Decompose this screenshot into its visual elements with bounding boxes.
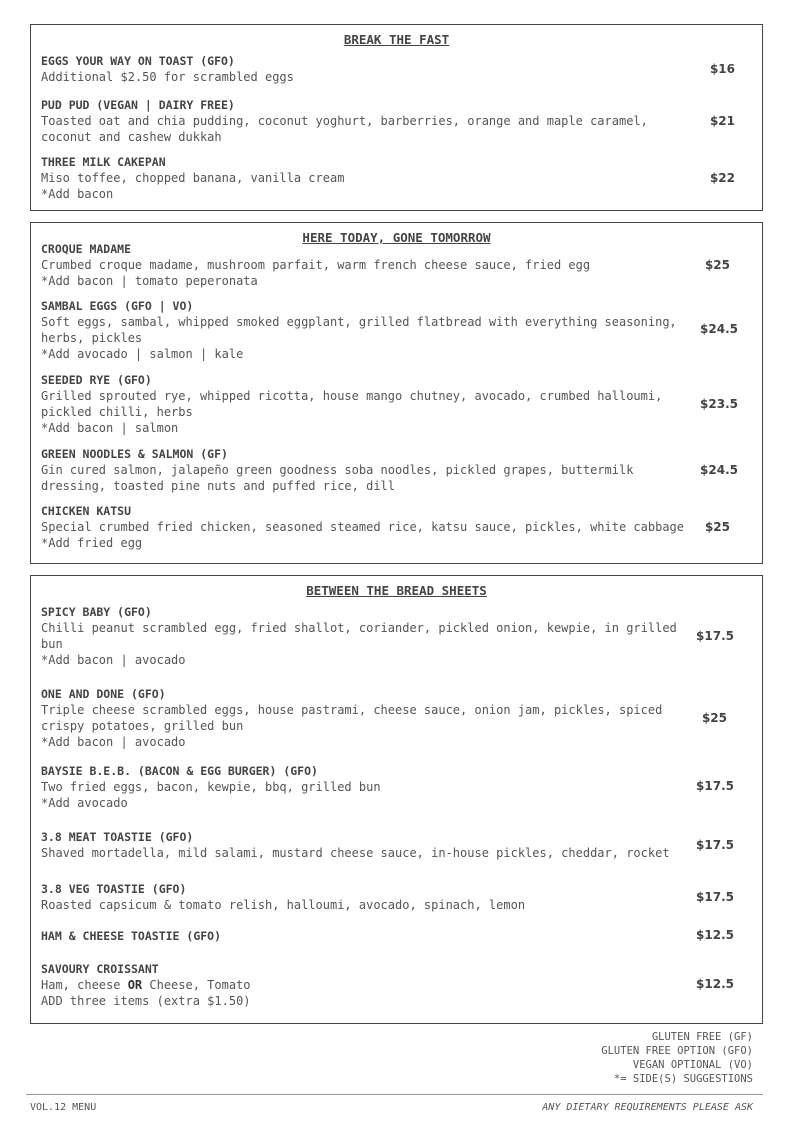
- section-break-the-fast: [30, 24, 763, 211]
- menu-item: [41, 503, 762, 551]
- item-desc: [41, 977, 762, 993]
- item-name: HAM & CHEESE TOASTIE (GFO): [41, 929, 222, 943]
- item-price: $25: [701, 711, 727, 725]
- item-price: $17.5: [696, 779, 734, 793]
- item-name: SAMBAL EGGS (GFO | VO): [41, 299, 194, 313]
- menu-item: [41, 372, 762, 436]
- menu-item: [41, 881, 762, 913]
- menu-item: [41, 154, 762, 202]
- item-name: GREEN NOODLES & SALMON (GF): [41, 447, 228, 461]
- item-desc: ADD three items (extra $1.50): [41, 994, 251, 1008]
- item-name: SPICY BABY (GFO): [41, 605, 152, 619]
- menu-item: [41, 829, 762, 861]
- item-price: $12.5: [696, 977, 734, 991]
- item-price: $23.5: [700, 397, 738, 411]
- dietary-legend: [601, 1030, 753, 1086]
- item-name: SEEDED RYE (GFO): [41, 373, 152, 387]
- bold-word: OR: [127, 978, 143, 992]
- item-desc: Additional $2.50 for scrambled eggs: [41, 70, 294, 84]
- item-desc: Special crumbed fried chicken, seasoned steamed rice, katsu sauce, pickles, white cabbage: [41, 520, 684, 534]
- item-desc: Triple cheese scrambled eggs, house pastrami, cheese sauce, onion jam, pickles, spiced: [41, 703, 663, 717]
- menu-item: [41, 298, 762, 362]
- menu-item: [41, 763, 762, 811]
- item-desc: Toasted oat and chia pudding, coconut yoghurt, barberries, orange and maple caramel,: [41, 114, 648, 128]
- item-desc: crispy potatoes, grilled bun: [41, 719, 244, 733]
- item-price: $17.5: [696, 890, 734, 904]
- item-name: CHICKEN KATSU: [41, 504, 132, 518]
- item-desc: *Add fried egg: [41, 536, 143, 550]
- item-price: $25: [704, 520, 730, 534]
- item-price: $25: [704, 258, 730, 272]
- item-desc: Chilli peanut scrambled egg, fried shallot, coriander, pickled onion, kewpie, in grilled: [41, 621, 677, 635]
- desc-part: Cheese, Tomato: [142, 978, 251, 992]
- item-desc: Gin cured salmon, jalapeño green goodness soba noodles, pickled grapes, buttermilk: [41, 463, 634, 477]
- desc-part: Ham, cheese: [41, 978, 128, 992]
- item-desc: *Add avocado: [41, 796, 128, 810]
- footer-divider: [26, 1094, 763, 1095]
- item-desc: Crumbed croque madame, mushroom parfait, warm french cheese sauce, fried egg: [41, 258, 591, 272]
- item-desc: pickled chilli, herbs: [41, 405, 193, 419]
- menu-item: [41, 241, 762, 289]
- legend-item: GLUTEN FREE (GF): [651, 1031, 753, 1043]
- footer-volume: VOL.12 MENU: [30, 1102, 97, 1113]
- menu-item: [41, 97, 762, 145]
- item-desc: *Add bacon | tomato peperonata: [41, 274, 258, 288]
- section-title: BETWEEN THE BREAD SHEETS: [306, 583, 487, 598]
- section-title: BREAK THE FAST: [343, 32, 450, 47]
- item-name: EGGS YOUR WAY ON TOAST (GFO): [41, 54, 235, 68]
- item-price: $17.5: [696, 629, 734, 643]
- item-desc: Soft eggs, sambal, whipped smoked eggplant, grilled flatbread with everything seasoning,: [41, 315, 677, 329]
- item-desc: herbs, pickles: [41, 331, 143, 345]
- legend-item: GLUTEN FREE OPTION (GFO): [601, 1045, 753, 1057]
- menu-item: [41, 928, 762, 944]
- item-name: PUD PUD (VEGAN | DAIRY FREE): [41, 98, 235, 112]
- item-desc: *Add avocado | salmon | kale: [41, 347, 244, 361]
- item-name: THREE MILK CAKEPAN: [41, 155, 166, 169]
- item-desc: *Add bacon: [41, 187, 114, 201]
- section-here-today: [30, 222, 763, 564]
- item-name: 3.8 VEG TOASTIE (GFO): [41, 882, 187, 896]
- menu-item: [41, 961, 762, 1009]
- menu-item: [41, 686, 762, 750]
- item-desc: *Add bacon | salmon: [41, 421, 179, 435]
- footer-dietary-note: ANY DIETARY REQUIREMENTS PLEASE ASK: [542, 1102, 753, 1113]
- item-desc: dressing, toasted pine nuts and puffed rice, dill: [41, 479, 396, 493]
- item-desc: coconut and cashew dukkah: [41, 130, 222, 144]
- item-name: SAVOURY CROISSANT: [41, 962, 159, 976]
- item-name: BAYSIE B.E.B. (BACON & EGG BURGER) (GFO): [41, 764, 318, 778]
- item-desc: Shaved mortadella, mild salami, mustard cheese sauce, in-house pickles, cheddar, rocket: [41, 846, 670, 860]
- item-desc: Roasted capsicum & tomato relish, halloumi, avocado, spinach, lemon: [41, 898, 526, 912]
- item-name: CROQUE MADAME: [41, 242, 132, 256]
- item-price: $24.5: [700, 463, 738, 477]
- legend-item: VEGAN OPTIONAL (VO): [632, 1059, 753, 1071]
- item-price: $22: [709, 171, 735, 185]
- item-price: $17.5: [696, 838, 734, 852]
- legend-item: *= SIDE(S) SUGGESTIONS: [613, 1073, 753, 1085]
- item-price: $16: [709, 62, 735, 76]
- item-name: 3.8 MEAT TOASTIE (GFO): [41, 830, 194, 844]
- item-price: $24.5: [700, 322, 738, 336]
- item-desc: *Add bacon | avocado: [41, 653, 186, 667]
- item-price: $12.5: [696, 928, 734, 942]
- item-name: ONE AND DONE (GFO): [41, 687, 166, 701]
- menu-item: [41, 446, 762, 494]
- item-desc: Two fried eggs, bacon, kewpie, bbq, grilled bun: [41, 780, 381, 794]
- item-price: $21: [709, 114, 735, 128]
- section-between-the-bread: [30, 575, 763, 1024]
- menu-item: [41, 604, 762, 668]
- item-desc: *Add bacon | avocado: [41, 735, 186, 749]
- menu-item: [41, 53, 762, 85]
- item-desc: bun: [41, 637, 63, 651]
- section-title: HERE TODAY, GONE TOMORROW: [302, 230, 491, 245]
- item-desc: Miso toffee, chopped banana, vanilla cream: [41, 171, 345, 185]
- item-desc: Grilled sprouted rye, whipped ricotta, house mango chutney, avocado, crumbed halloumi,: [41, 389, 663, 403]
